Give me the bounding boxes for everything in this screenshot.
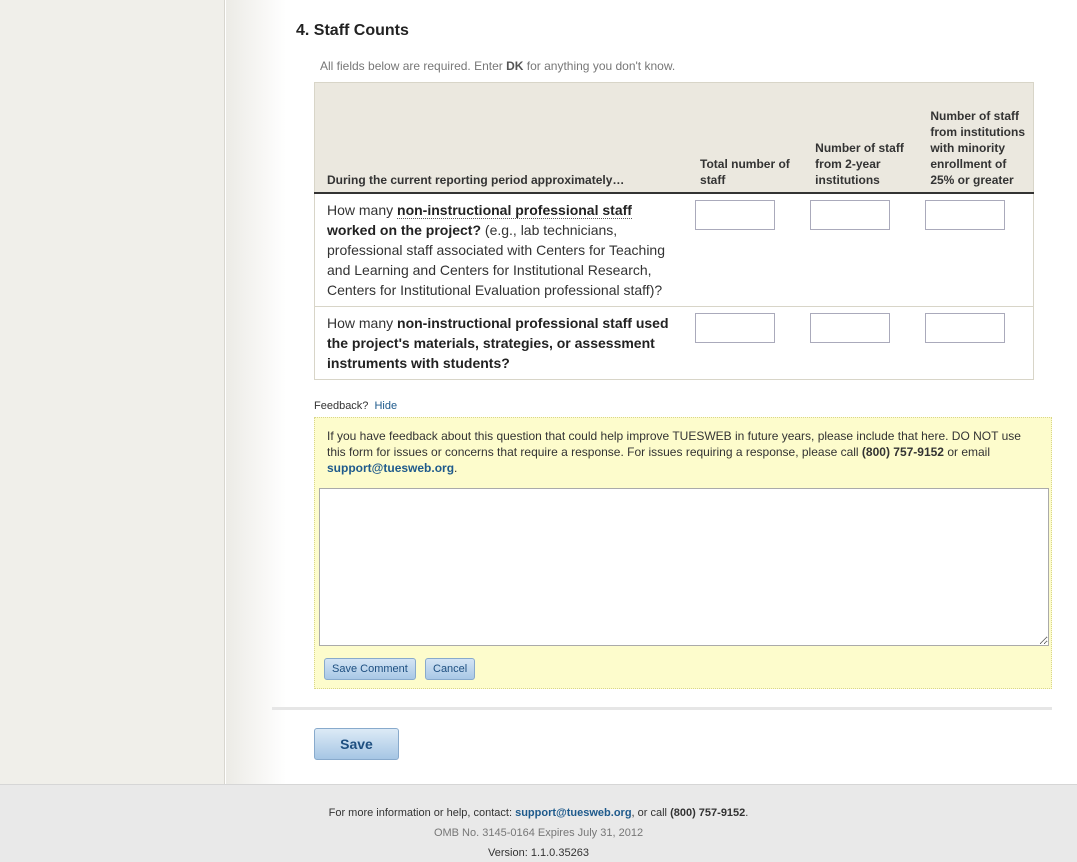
footer-contact-mid: , or call [631,807,671,819]
term-non-instructional-staff[interactable]: non-instructional professional staff [397,201,632,218]
feedback-message-part3: . [454,461,458,475]
save-button[interactable]: Save [314,728,399,760]
header-minority-staff: Number of staff from institutions with minority enrollment of 25% or greater [918,83,1033,193]
footer-contact [0,807,1077,819]
input-cell [803,193,918,307]
divider [272,707,1052,710]
footer [0,784,1077,862]
input-cell [918,193,1033,307]
feedback-message-part1: If you have feedback about this question that could help improve TUESWEB in future years, please include that here. DO NOT use this form for issues or concerns that require a response. For issues requiring a response, please call [327,429,1021,459]
total-staff-input[interactable] [695,200,775,230]
header-total-staff: Total number of staff [688,83,803,193]
feedback-phone: (800) 757-9152 [861,445,944,459]
staff-counts-table [314,82,1034,380]
footer-omb: OMB No. 3145-0164 Expires July 31, 2012 [433,827,644,839]
question-cell [315,193,689,307]
two-year-staff-input[interactable] [810,313,890,343]
question-bold: used the project's materials, strategies, or assessment instruments with students? [327,314,669,371]
feedback-message [327,428,1037,476]
input-cell [803,306,918,379]
question-prefix: How many [327,201,398,218]
instructions-post: for anything you don't know. [523,59,676,73]
feedback-label: Feedback? [314,400,369,412]
main-content [226,0,1077,784]
footer-phone: (800) 757-9152 [670,807,746,819]
two-year-staff-input[interactable] [810,200,890,230]
footer-contact-pre: For more information or help, contact: [328,807,516,819]
question-prefix: How many [327,314,398,331]
term-non-instructional-staff: non-instructional professional staff [397,314,632,331]
instructions-pre: All fields below are required. Enter [320,59,507,73]
table-header-row [315,83,1034,193]
footer-contact-post: . [745,807,749,819]
input-cell [688,193,803,307]
feedback-hide-link[interactable]: Hide [374,400,398,412]
minority-staff-input[interactable] [925,200,1005,230]
feedback-textarea[interactable] [319,488,1049,646]
table-row [315,193,1034,307]
header-two-year-staff: Number of staff from 2-year institutions [803,83,918,193]
footer-email-link[interactable]: support@tuesweb.org [515,807,632,819]
minority-staff-input[interactable] [925,313,1005,343]
total-staff-input[interactable] [695,313,775,343]
footer-version: Version: 1.1.0.35263 [488,847,589,859]
feedback-message-part2: or email [943,445,990,459]
instructions-code: DK [506,59,524,73]
save-comment-button[interactable]: Save Comment [324,658,416,680]
feedback-panel [314,417,1052,689]
section-title: 4. Staff Counts [296,22,409,39]
question-cell [315,306,689,379]
cancel-button[interactable]: Cancel [425,658,475,680]
table-row [315,306,1034,379]
header-question: During the current reporting period approximately… [315,83,689,193]
feedback-toggle [314,400,397,412]
sidebar [0,0,225,784]
input-cell [688,306,803,379]
question-bold: worked on the project? [327,221,482,238]
instructions [320,59,675,73]
feedback-email-link[interactable]: support@tuesweb.org [327,461,455,475]
input-cell [918,306,1033,379]
question-note: (e.g., lab technicians, professional staff associated with Centers for Teaching and Learning and Centers for Institutional Research, Centers for Institutional Evaluation professional staff)? [327,221,666,298]
